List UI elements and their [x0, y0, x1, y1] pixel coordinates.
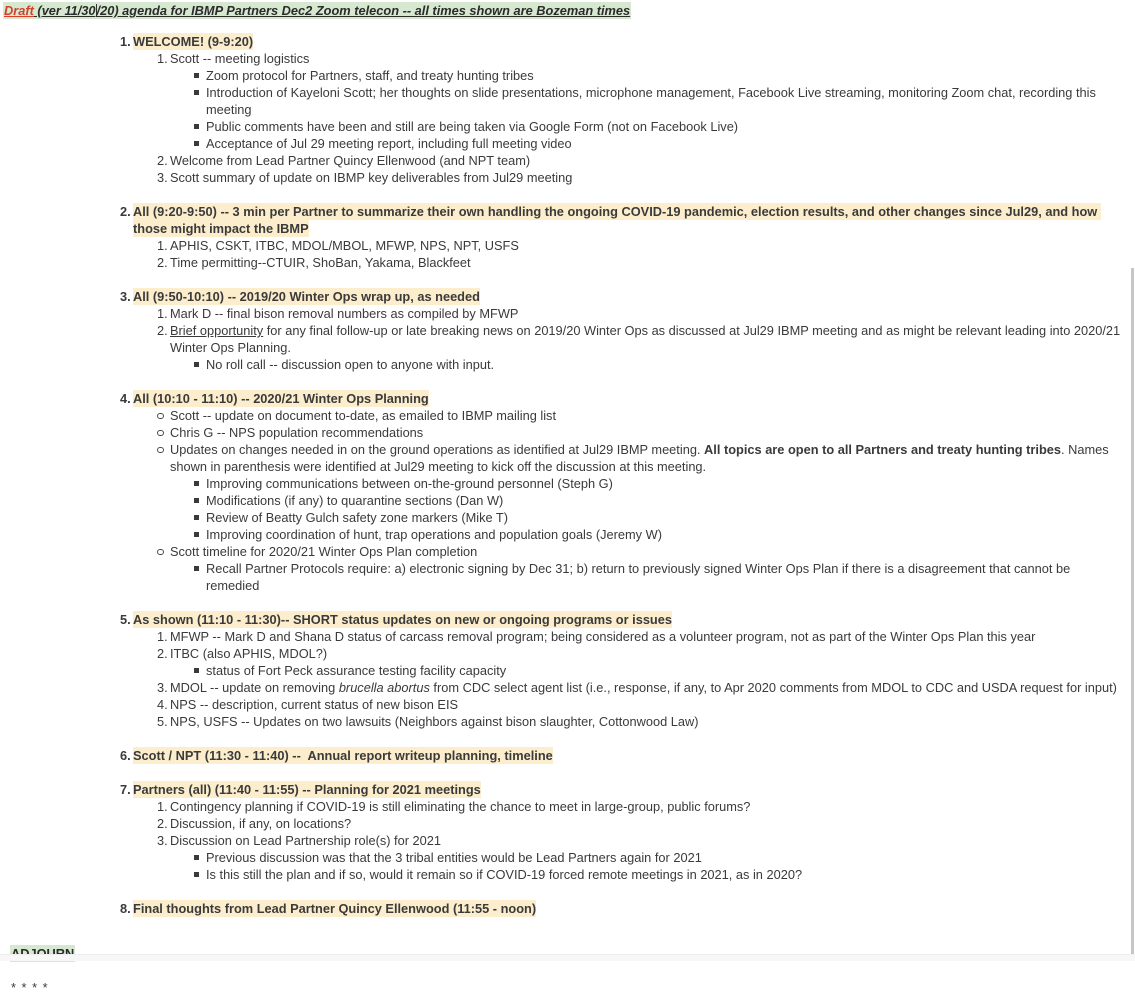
list-marker: 2. [157, 255, 168, 270]
agenda-item: Scott timeline for 2020/21 Winter Ops Plan completion [157, 543, 1125, 560]
agenda-item: 1. APHIS, CSKT, ITBC, MDOL/MBOL, MFWP, NPS, NPT, USFS [157, 238, 519, 253]
list-marker: 3. [157, 680, 168, 695]
square-bullet-icon [193, 526, 206, 543]
circle-bullet-icon [157, 424, 170, 441]
list-marker: 4. [120, 391, 131, 406]
agenda-item: 1. Mark D -- final bison removal numbers as compiled by MFWP [157, 306, 519, 321]
list-marker: 4. [157, 697, 168, 712]
square-bullet-icon [193, 866, 206, 883]
square-bullet-icon [193, 135, 206, 152]
section-heading: 8. Final thoughts from Lead Partner Quincy Ellenwood (11:55 - noon) [120, 901, 537, 916]
bullet-item: status of Fort Peck assurance testing facility capacity [193, 662, 1125, 679]
section-heading: 3. All (9:50-10:10) -- 2019/20 Winter Ops wrap up, as needed [120, 289, 480, 304]
section-heading: 4. All (10:10 - 11:10) -- 2020/21 Winter Ops Planning [120, 391, 429, 406]
section-heading: 5. As shown (11:10 - 11:30)-- SHORT status updates on new or ongoing programs or issues [120, 612, 672, 627]
agenda-item: 3. Scott summary of update on IBMP key deliverables from Jul29 meeting [157, 170, 573, 185]
square-bullet-icon [193, 84, 206, 118]
title-text-a: (ver 11/30 [33, 3, 96, 18]
agenda-list [0, 33, 1125, 917]
list-marker: 3. [120, 289, 131, 304]
bullet-item: Acceptance of Jul 29 meeting report, including full meeting video [193, 135, 1125, 152]
square-bullet-icon [193, 67, 206, 84]
agenda-item: 1. MFWP -- Mark D and Shana D status of carcass removal program; being considered as a volunteer program, not as part of the Winter Ops Plan this year [157, 629, 1036, 644]
footer-stars: * * * * [11, 980, 49, 995]
agenda-item: Scott -- update on document to-date, as emailed to IBMP mailing list [157, 407, 1125, 424]
agenda-item: 2. ITBC (also APHIS, MDOL?) [157, 646, 328, 661]
section-heading: 6. Scott / NPT (11:30 - 11:40) -- Annual report writeup planning, timeline [120, 748, 553, 763]
square-bullet-icon [193, 356, 206, 373]
agenda-section [0, 781, 1125, 883]
square-bullet-icon [193, 849, 206, 866]
agenda-item: 2. Time permitting--CTUIR, ShoBan, Yakama, Blackfeet [157, 255, 471, 270]
bullet-item: Zoom protocol for Partners, staff, and treaty hunting tribes [193, 67, 1125, 84]
bullet-item: Public comments have been and still are being taken via Google Form (not on Facebook Live) [193, 118, 1125, 135]
list-marker: 5. [120, 612, 131, 627]
square-bullet-icon [193, 118, 206, 135]
list-marker: 3. [157, 170, 168, 185]
agenda-item: 2. Brief opportunity for any final follow-up or late breaking news on 2019/20 Winter Ops as discussed at Jul29 IBMP meeting and as might be relevant leading into 2020/21 Winter Ops Planning. [157, 323, 1124, 355]
vertical-scrollbar-thumb[interactable] [1131, 268, 1134, 961]
agenda-item: 2. Discussion, if any, on locations? [157, 816, 352, 831]
bullet-item: Recall Partner Protocols require: a) electronic signing by Dec 31; b) return to previously signed Winter Ops Plan if there is a disagreement that cannot be remedied [193, 560, 1125, 594]
list-marker: 1. [157, 306, 168, 321]
circle-bullet-icon [157, 441, 170, 475]
square-bullet-icon [193, 509, 206, 526]
agenda-section [0, 33, 1125, 186]
document-title [3, 2, 1125, 19]
list-marker: 3. [157, 833, 168, 848]
list-marker: 2. [157, 323, 168, 338]
list-marker: 1. [157, 51, 168, 66]
list-marker: 2. [157, 153, 168, 168]
agenda-item: Chris G -- NPS population recommendations [157, 424, 1125, 441]
circle-bullet-icon [157, 543, 170, 560]
list-marker: 1. [120, 34, 131, 49]
agenda-item: Updates on changes needed in on the ground operations as identified at Jul29 IBMP meeting. All topics are open to all Partners and treaty hunting tribes. Names shown in parenthesis were identified at Jul29 meeting to kick off the discussion at this meeting. [157, 441, 1125, 475]
list-marker: 1. [157, 238, 168, 253]
section-heading: 7. Partners (all) (11:40 - 11:55) -- Planning for 2021 meetings [120, 782, 481, 797]
list-marker: 1. [157, 799, 168, 814]
list-marker: 6. [120, 748, 131, 763]
title-text-b: /20) agenda for IBMP Partners Dec2 Zoom telecon -- all times shown are Bozeman times [96, 3, 631, 18]
list-marker: 8. [120, 901, 131, 916]
section-heading: 1. WELCOME! (9-9:20) [120, 34, 254, 49]
agenda-item: 5. NPS, USFS -- Updates on two lawsuits (Neighbors against bison slaughter, Cottonwood Law) [157, 714, 699, 729]
agenda-item: 3. Discussion on Lead Partnership role(s) for 2021 [157, 833, 442, 848]
list-marker: 2. [120, 204, 131, 219]
bullet-item: No roll call -- discussion open to anyone with input. [193, 356, 1125, 373]
agenda-section [0, 611, 1125, 730]
square-bullet-icon [193, 492, 206, 509]
list-marker: 1. [157, 629, 168, 644]
section-heading: 2. All (9:20-9:50) -- 3 min per Partner to summarize their own handling the ongoing COVID-19 pandemic, election results, and other changes since Jul29, and how those might impact the IBMP [120, 204, 1101, 236]
bullet-item: Modifications (if any) to quarantine sections (Dan W) [193, 492, 1125, 509]
agenda-item: 2. Welcome from Lead Partner Quincy Ellenwood (and NPT team) [157, 153, 531, 168]
horizontal-scrollbar-track[interactable] [0, 954, 1135, 961]
agenda-section [0, 900, 1125, 917]
square-bullet-icon [193, 662, 206, 679]
list-marker: 2. [157, 646, 168, 661]
list-marker: 2. [157, 816, 168, 831]
draft-label: Draft [4, 3, 34, 18]
agenda-item: 3. MDOL -- update on removing brucella abortus from CDC select agent list (i.e., response, if any, to Apr 2020 comments from MDOL to CDC and USDA request for input) [157, 680, 1117, 695]
agenda-item: 1. Contingency planning if COVID-19 is still eliminating the chance to meet in large-group, public forums? [157, 799, 751, 814]
square-bullet-icon [193, 560, 206, 594]
square-bullet-icon [193, 475, 206, 492]
agenda-section [0, 288, 1125, 373]
agenda-item: 1. Scott -- meeting logistics [157, 51, 310, 66]
agenda-item: 4. NPS -- description, current status of new bison EIS [157, 697, 459, 712]
bullet-item: Improving communications between on-the-ground personnel (Steph G) [193, 475, 1125, 492]
bullet-item: Previous discussion was that the 3 tribal entities would be Lead Partners again for 2021 [193, 849, 1125, 866]
bullet-item: Review of Beatty Gulch safety zone markers (Mike T) [193, 509, 1125, 526]
bullet-item: Is this still the plan and if so, would it remain so if COVID-19 forced remote meetings in 2021, as in 2020? [193, 866, 1125, 883]
agenda-section [0, 203, 1125, 271]
list-marker: 5. [157, 714, 168, 729]
circle-bullet-icon [157, 407, 170, 424]
list-marker: 7. [120, 782, 131, 797]
agenda-section [0, 747, 1125, 764]
bullet-item: Improving coordination of hunt, trap operations and population goals (Jeremy W) [193, 526, 1125, 543]
agenda-section [0, 390, 1125, 594]
bullet-item: Introduction of Kayeloni Scott; her thoughts on slide presentations, microphone management, Facebook Live streaming, monitoring Zoom chat, recording this meeting [193, 84, 1125, 118]
